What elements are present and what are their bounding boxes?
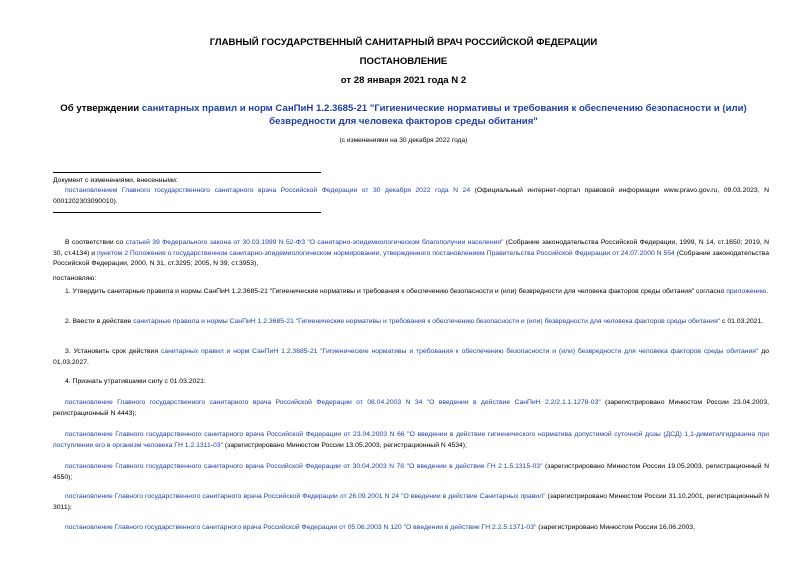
amendments-entry <box>53 186 769 207</box>
document-date-number: от 28 января 2021 года N 2 <box>340 75 467 86</box>
title-link[interactable]: санитарных правил и норм СанПиН 1.2.3685-21 "Гигиенические нормативы и требования к обеспечению безопасности и (или) безвредности для человека факторов среды обитания" <box>141 103 747 127</box>
repealed-registration: (зарегистрировано Минюстом России 19.05.2003, регистрационный N 4550); <box>53 463 769 481</box>
item-3-end: до 01.03.2027. <box>53 348 769 366</box>
item-3-link[interactable]: санитарных правил и норм СанПиН 1.2.3685-21 "Гигиенические нормативы и требования к обеспечению безопасности и (или) безвредности для человека факторов среды обитания" <box>160 348 759 355</box>
appendix-link[interactable]: приложению <box>726 288 767 295</box>
amendments-bottom-rule <box>53 212 321 213</box>
item-4: 4. Признать утратившими силу с 01.03.2021: <box>65 378 206 385</box>
item-3-text: 3. Установить срок действия <box>65 348 161 355</box>
document-type: ПОСТАНОВЛЕНИЕ <box>359 56 448 67</box>
preamble-link-regulation[interactable]: пунктом 2 Положения о государственном санитарно-эпидемиологическом нормировании, утвержденного постановлением Правительства Российской Федерации от 24.07.2000 N 554 <box>96 249 675 257</box>
item-1-end: . <box>766 288 769 295</box>
amendment-link[interactable]: постановлением Главного государственного санитарного врача Российской Федерации от 30 декабря 2022 года N 24 <box>65 187 471 194</box>
item-2 <box>53 317 769 328</box>
repealed-registration: (зарегистрировано Минюстом России 13.05.2003, регистрационный N 4534); <box>222 441 467 449</box>
repealed-link[interactable]: постановление Главного государственного санитарного врача Российской Федерации от 23.04.2003 N 66 "О введении в действие гигиенического норматива допустимой суточной дозы (ДСД) 1,1-диметилгидразина при поступлении его в организм человека ГН 1.2.1311-03" <box>53 431 769 449</box>
repealed-item <box>53 398 769 419</box>
preamble-text-3: (Собрание законодательства Российской Федерации, 2000, N 31, ст.3295; 2005, N 39, ст.3953), <box>53 249 769 267</box>
repealed-item <box>53 492 769 513</box>
item-3 <box>53 347 769 368</box>
amendments-label: Документ с изменениями, внесенными: <box>53 177 178 184</box>
repealed-registration: (зарегистрировано Минюстом России 16.06.2003, <box>536 524 695 531</box>
repealed-registration: (зарегистрировано Минюстом России 23.04.2003, регистрационный N 4443); <box>53 399 769 417</box>
repealed-link[interactable]: постановление Главного государственного санитарного врача Российской Федерации от 05.06.2003 N 120 "О введении в действие ГН 2.2.5.1371-03" <box>65 524 537 531</box>
repealed-item <box>53 430 769 451</box>
repealed-registration: (зарегистрировано Минюстом России 31.10.2001, регистрационный N 3011); <box>53 493 769 511</box>
changes-note: (с изменениями на 30 декабря 2022 года) <box>339 137 468 144</box>
repealed-item <box>53 523 769 534</box>
preamble-text-1: В соответствии со <box>65 239 126 246</box>
item-2-end: с 01.03.2021. <box>720 318 764 325</box>
repealed-link[interactable]: постановление Главного государственного санитарного врача Российской Федерации от 30.04.2003 N 78 "О введении в действие ГН 2.1.5.1315-03" <box>65 463 543 470</box>
repealed-link[interactable]: постановление Главного государственного санитарного врача Российской Федерации от 26.09.2001 N 24 "О введении в действие Санитарных правил" <box>65 493 546 500</box>
preamble-link-law[interactable]: статьей 39 Федерального закона от 30.03.1999 N 52-ФЗ "О санитарно-эпидемиологическом благополучии населения" <box>125 239 504 246</box>
preamble-text-2: (Собрание законодательства Российской Федерации, 1999, N 14, ст.1650; 2019, N 30, ст.4134) и <box>53 239 769 257</box>
item-1 <box>53 287 769 298</box>
issuing-authority: ГЛАВНЫЙ ГОСУДАРСТВЕННЫЙ САНИТАРНЫЙ ВРАЧ РОССИЙСКОЙ ФЕДЕРАЦИИ <box>209 37 598 48</box>
title-prefix: Об утверждении <box>60 103 142 114</box>
document-title <box>36 102 771 128</box>
repealed-item <box>53 462 769 483</box>
item-2-text: 2. Ввести в действие <box>65 318 134 325</box>
amendment-source: (Официальный интернет-портал правовой информации www.pravo.gov.ru, 09.03.2023, N 0001202303090010). <box>53 187 769 205</box>
repealed-link[interactable]: постановление Главного государственного санитарного врача Российской Федерации от 08.04.2003 N 34 "О введении в действие СанПиН 2.2/2.1.1.1278-03" <box>65 399 601 406</box>
item-2-link[interactable]: санитарные правила и нормы СанПиН 1.2.3685-21 "Гигиенические нормативы и требования к обеспечению безопасности и (или) безвредности для человека факторов среды обитания" <box>133 318 721 325</box>
amendments-top-rule <box>53 172 321 173</box>
item-1-text: 1. Утвердить санитарные правила и нормы СанПиН 1.2.3685-21 "Гигиенические нормативы и требования к обеспечению безопасности и (или) безвредности для человека факторов среды обитания" согласно <box>65 288 727 295</box>
decree-word: постановляю: <box>53 275 97 282</box>
preamble <box>53 238 769 270</box>
